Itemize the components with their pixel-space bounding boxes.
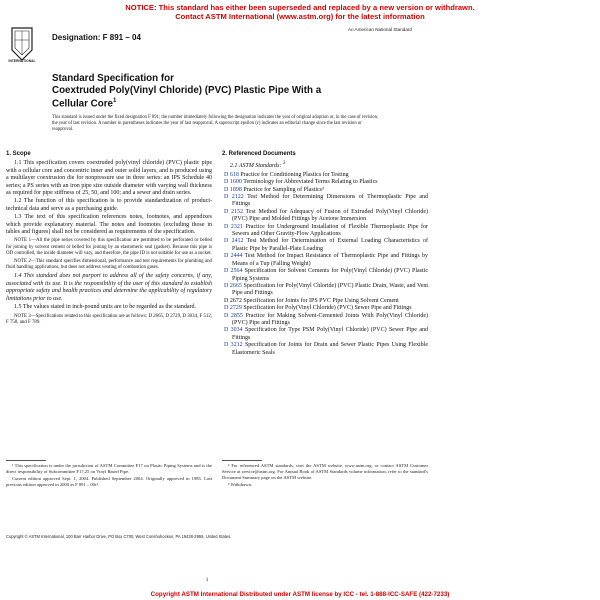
reference-code-link[interactable]: D 2855 — [224, 312, 243, 319]
note-2: NOTE 2—This standard specifies dimensional, performance and test requirements for plumbing and fluid handling applications, but does not address venting of combustion gases. — [6, 259, 212, 271]
reference-title: Specification for Joints for IPS PVC Pipe Using Solvent Cement — [241, 297, 399, 304]
reference-title: Practice for Making Solvent-Cemented Joints With Poly(Vinyl Chloride) (PVC) Pipe and Fittings — [232, 312, 428, 326]
reference-title: Specification for Poly(Vinyl Chloride) (PVC) Sewer Pipe and Fittings — [241, 305, 412, 312]
footnote-edition: Current edition approved Sept. 1, 2004. Published September 2004. Originally approved in 1985. Last previous edition approved in 2000 as F 891 – 00ε¹. — [6, 475, 212, 487]
reference-title: Specification for Poly(Vinyl Chloride) (PVC) Plastic Drain, Waste, and Vent Pipe and Fittings — [232, 282, 428, 297]
column-left — [6, 151, 212, 328]
column-right — [222, 151, 428, 357]
page-number: 1 — [205, 577, 209, 583]
reference-code-link[interactable]: D 2665 — [224, 282, 242, 289]
reference-code-link[interactable]: D 2564 — [224, 268, 243, 275]
document-title — [52, 73, 382, 110]
reference-title: Practice for Underground Installation of Flexible Thermoplastic Pipe for Sewers and Other Gravity-Flow Applications — [232, 223, 428, 238]
note-3: NOTE 3—Specifications related to this specification are as follows: D 2665, D 2729, D 3034, F 512, F 758, and F 789. — [6, 313, 212, 325]
reference-item — [224, 194, 428, 209]
scope-1-2: 1.2 The function of this specification is to provide standardization of product-technical data and serve as a purchasing guide. — [6, 198, 212, 212]
reference-title: Practice for Sampling of Plastics³ — [241, 186, 324, 193]
license-notice: Copyright ASTM International Distributed under ASTM license by ICC - tel. 1-888-ICC-SAFE (422-7233) — [150, 591, 450, 598]
reference-code-link[interactable]: D 2122 — [224, 194, 244, 201]
reference-list — [222, 172, 428, 357]
scope-1-1: 1.1 This specification covers coextruded poly(vinyl chloride) (PVC) plastic pipe with a cellular core and concentric inner and outer solid layers, and is produced using a multilayer coextrusion die for nonpressure use in three series: an IPS Schedule 40 series; a PS series with an iron pipe size outside diameter with varying wall thickness as required for pipe stiffness of 25, 50, and 100; and a sewer and drain series. — [6, 160, 212, 197]
note-1: NOTE 1—All the pipe series covered by this specification are permitted to be perforated or belled for joining by solvent cement or belled for joining by an elastomeric seal (gasket). Because this pipe is OD controlled, the inside diameter will vary, and therefore, the pipe ID is not suitable for use as a socket. — [6, 238, 212, 256]
references-heading: 2. Referenced Documents — [222, 151, 296, 157]
reference-item — [224, 187, 428, 194]
reference-code-link[interactable]: D 1898 — [224, 186, 242, 193]
notice-line-1: NOTICE: This standard has either been superseded and replaced by a new version or withdrawn. — [125, 3, 475, 12]
footnotes-right — [222, 463, 428, 489]
reference-item — [224, 253, 428, 268]
footnotes-left — [6, 463, 212, 489]
reference-code-link[interactable]: D 2412 — [224, 238, 244, 245]
reference-code-link[interactable]: D 618 — [224, 171, 239, 178]
reference-title: Specification for Solvent Cements for Poly(Vinyl Chloride) (PVC) Plastic Piping Systems — [232, 268, 428, 282]
footnote-3: ³ Withdrawn. — [228, 481, 253, 487]
footnote-1: ¹ This specification is under the jurisdiction of ASTM Committee F17 on Plastic Piping Systems and is the direct responsibility of Subcommittee F17.25 on Vinyl Based Pipe. — [6, 463, 212, 474]
designation: Designation: F 891 – 04 — [52, 33, 141, 42]
reference-item — [224, 298, 428, 305]
scope-1-5: 1.5 The values stated in inch-pound units are to be regarded as the standard. — [14, 304, 197, 311]
reference-item — [224, 209, 428, 224]
reference-code-link[interactable]: D 2672 — [224, 297, 242, 304]
reference-item — [224, 342, 428, 357]
reference-code-link[interactable]: D 3034 — [224, 327, 243, 334]
reference-title: Terminology for Abbreviated Terms Relating to Plastics — [241, 179, 378, 186]
reference-item — [224, 327, 428, 342]
scope-heading: 1. Scope — [6, 151, 31, 157]
reference-code-link[interactable]: D 2152 — [224, 208, 244, 215]
reference-title: Specification for Joints for Drain and Sewer Plastic Pipes Using Flexible Elastomeric Seals — [232, 342, 428, 356]
reference-title: Test Method for Determining Dimensions of Thermoplastic Pipe and Fittings — [232, 194, 428, 208]
reference-code-link[interactable]: D 1600 — [224, 179, 242, 186]
title-line-2: Coextruded Poly(Vinyl Chloride) (PVC) Plastic Pipe With a — [52, 84, 322, 96]
footnote-rule-left — [6, 460, 46, 461]
reference-code-link[interactable]: D 2444 — [224, 253, 243, 260]
reference-code-link[interactable]: D 3212 — [224, 342, 243, 349]
title-line-3: Cellular Core$^1$ — [52, 98, 117, 110]
scope-1-3: 1.3 The text of this specification references notes, footnotes, and appendixes which provide explanatory material. The notes and footnotes (excluding those in tables and figures) shall not be considered as requirements of the specification. — [6, 214, 212, 236]
reference-title: Specification for Type PSM Poly(Vinyl Chloride) (PVC) Sewer Pipe and Fittings — [232, 327, 428, 341]
footnote-2: ² For referenced ASTM standards, visit the ASTM website, www.astm.org, or contact ASTM Customer Service at service@astm.org. For Annual Book of ASTM Standards volume information, refer to the standard's Document Summary page on the ASTM website. — [222, 463, 428, 480]
reference-item — [224, 313, 428, 328]
notice-line-2: Contact ASTM International (www.astm.org) for the latest information — [175, 12, 425, 21]
reference-title: Practice for Conditioning Plastics for Testing — [238, 171, 349, 178]
scope-1-4: 1.4 This standard does not purport to address all of the safety concerns, if any, associated with its use. It is the responsibility of the user of this standard to establish appropriate safety and health practices and determine the applicability of regulatory limitations prior to use. — [6, 273, 212, 302]
logo-subtitle: INTERNATIONAL — [8, 59, 36, 63]
reference-title: Test Method for Adequacy of Fusion of Extruded Poly(Vinyl Chloride) (PVC) Pipe and Molded Fittings by Acetone Immersion — [232, 208, 428, 223]
american-national-standard-label: An American National Standard — [347, 27, 412, 32]
reference-title: Test Method for Determination of External Loading Characteristics of Plastic Pipe by Parallel-Plate Loading — [232, 238, 428, 252]
footnote-rule-right — [222, 460, 262, 461]
astm-standards-intro: 2.1 ASTM Standards: $^2$ — [230, 161, 286, 170]
reference-code-link[interactable]: D 2729 — [224, 305, 242, 312]
reference-code-link[interactable]: D 2321 — [224, 223, 243, 230]
supersede-notice — [0, 3, 600, 21]
reference-item — [224, 305, 428, 312]
title-line-1: Standard Specification for — [52, 73, 174, 84]
copyright-line: Copyright © ASTM International, 100 Barr Harbor Drive, PO Box C700, West Conshohocken, PA 19428-2959, United States. — [6, 534, 232, 539]
reference-item — [224, 179, 428, 186]
reference-title: Test Method for Impact Resistance of Thermoplastic Pipe and Fittings by Means of a Tup (Falling Weight) — [232, 253, 428, 267]
reference-item — [224, 283, 428, 298]
astm-logo-icon — [9, 26, 35, 62]
reference-item — [224, 224, 428, 239]
issued-statement: This standard is issued under the fixed designation F 891; the number immediately following the designation indicates the year of original adoption or, in the case of revision, the year of last revision. A number in parentheses indicates the year of last reapproval. A superscript epsilon (ε) indicates an editorial change since the last revision or reapproval. — [52, 115, 379, 133]
reference-item — [224, 238, 428, 253]
reference-item — [224, 268, 428, 283]
